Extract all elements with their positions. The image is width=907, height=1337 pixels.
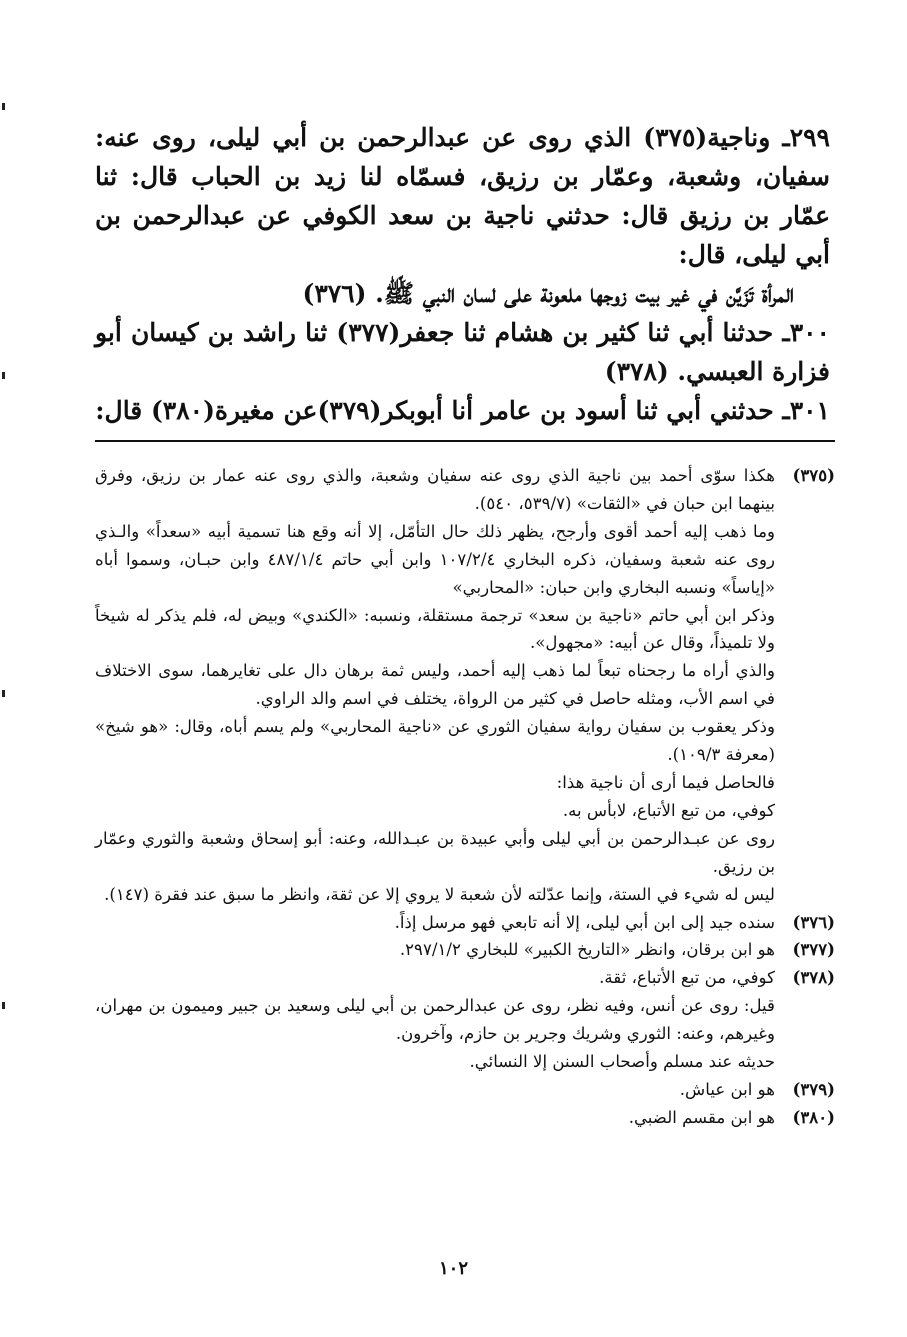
footnote-paragraph: وذكر ابن أبي حاتم «ناجية بن سعد» ترجمة مستقلة، ونسبه: «الكندي» وبيض له، فلم يذكر له شيخاً ولا تلميذاً، وقال عن أبيه: «مجهول». (95, 605, 775, 653)
footnote-number: (٣٨٠) (792, 1106, 835, 1127)
footnote-number: (٣٧٩) (792, 1078, 835, 1099)
footnote-paragraph: قيل: روى عن أنس، وفيه نظر، روى عن عبدالرحمن بن أبي ليلى وسعيد بن جبير وميمون بن مهران، وغيرهم، وعنه: الثوري وشريك وجرير بن حازم، وآخرون. (95, 996, 775, 1044)
main-text (95, 118, 830, 430)
footnote-number: (٣٧٨) (792, 967, 835, 988)
footnote-378 (95, 964, 835, 1076)
footnote-376 (95, 909, 835, 937)
footnote-375 (95, 462, 835, 909)
hadith-line: المرأة تَزَيَّن في غير بيت زوجها ملعونة على لسان النبي ﷺ. (٣٧٦) (302, 279, 794, 308)
footnote-paragraph: والذي أراه ما رجحناه تبعاً لما ذهب إليه أحمد، وليس ثمة برهان دال على تغايرهما، سوى الاختلاف في اسم الأب، ومثله حاصل في كثير من الرواة، يختلف في اسم والد الراوي. (95, 661, 775, 709)
footnote-paragraph: ليس له شيء في الستة، وإنما عدّلته لأن شعبة لا يروي إلا عن ثقة، وانظر ما سبق عند فقرة (١٤٧). (104, 884, 775, 904)
footnote-body (95, 1076, 775, 1104)
footnote-paragraph: كوفي، من تبع الأتباع، ثقة. (599, 968, 775, 988)
scan-mark (2, 372, 5, 379)
footnote-paragraph: روى عن عبـدالرحمن بن أبي ليلى وأبي عبيدة بن عبـدالله، وعنه: أبو إسحاق وشعبة والثوري وعمّار بن رزيق. (95, 828, 775, 876)
page-number: ١٠٢ (438, 1258, 468, 1279)
footnote-body (95, 964, 775, 1076)
footnote-paragraph: حديثه عند مسلم وأصحاب السنن إلا النسائي. (469, 1052, 775, 1072)
footnote-379 (95, 1076, 835, 1104)
footnote-paragraph: هو ابن برقان، وانظر «التاريخ الكبير» للبخاري ٢٩٧/١/٢. (399, 940, 775, 960)
footnote-number: (٣٧٥) (792, 465, 835, 485)
footnote-paragraph: هو ابن مقسم الضبي. (628, 1107, 775, 1127)
footnote-paragraph: سنده جيد إلى ابن أبي ليلى، إلا أنه تابعي فهو مرسل إذاً. (394, 912, 775, 932)
scan-mark (2, 690, 5, 697)
footnote-number: (٣٧٦) (792, 911, 835, 932)
footnote-paragraph: كوفي، من تبع الأتباع، لابأس به. (562, 800, 775, 820)
footnote-body (95, 936, 775, 964)
footnote-body (95, 462, 775, 909)
paragraph-300: ٣٠٠ـ حدثنا أبي ثنا كثير بن هشام ثنا جعفر(٣٧٧) ثنا راشد بن كيسان أبو فزارة العبسي. (٣٧٨) (95, 318, 830, 386)
scan-mark (2, 1002, 5, 1009)
footnote-380 (95, 1104, 835, 1132)
footnote-body (95, 1104, 775, 1132)
footnote-paragraph: هو ابن عياش. (679, 1079, 775, 1099)
footnote-number: (٣٧٧) (792, 939, 835, 960)
footnote-paragraph: وما ذهب إليه أحمد أقوى وأرجح، يظهر ذلك حال التأمّل، إلا أنه وقع هنا تسمية أبيه «سعداً» والـذي روى عنه شعبة وسفيان، ذكره البخاري ١٠٧/٢/٤ وابن أبي حاتم ٤٨٧/١/٤ وابن حبـان، وسموا أباه «إياساً» ونسبه البخاري وابن حبان: «المحاربي» (95, 521, 775, 597)
footnote-body (95, 909, 775, 937)
footnote-377 (95, 936, 835, 964)
footnote-paragraph: هكذا سوّى أحمد بين ناجية الذي روى عنه سفيان وشعبة، والذي روى عنه عمار بن رزيق، وفرق بينهما ابن حبان في «الثقات» (٥٣٩/٧، ٥٤٠). (95, 466, 775, 513)
footnote-paragraph: وذكر يعقوب بن سفيان رواية سفيان الثوري عن «ناجية المحاربي» ولم يسم أباه، وقال: «هو شيخ» (معرفة ١٠٩/٣). (95, 717, 775, 765)
paragraph-299: ٢٩٩ـ وناجية(٣٧٥) الذي روى عن عبدالرحمن بن أبي ليلى، روى عنه: سفيان، وشعبة، وعمّار بن رزيق، فسمّاه لنا زيد بن الحباب قال: ثنا عمّار بن رزيق قال: حدثني ناجية بن سعد الكوفي عن عبدالرحمن بن أبي ليلى، قال: (95, 123, 830, 269)
footnote-paragraph: فالحاصل فيما أرى أن ناجية هذا: (556, 772, 775, 792)
footnotes (95, 462, 835, 1132)
paragraph-301: ٣٠١ـ حدثني أبي ثنا أسود بن عامر أنا أبوبكر(٣٧٩)عن مغيرة(٣٨٠) قال: (95, 396, 830, 425)
scan-mark (2, 103, 5, 110)
footnote-separator (95, 440, 835, 442)
